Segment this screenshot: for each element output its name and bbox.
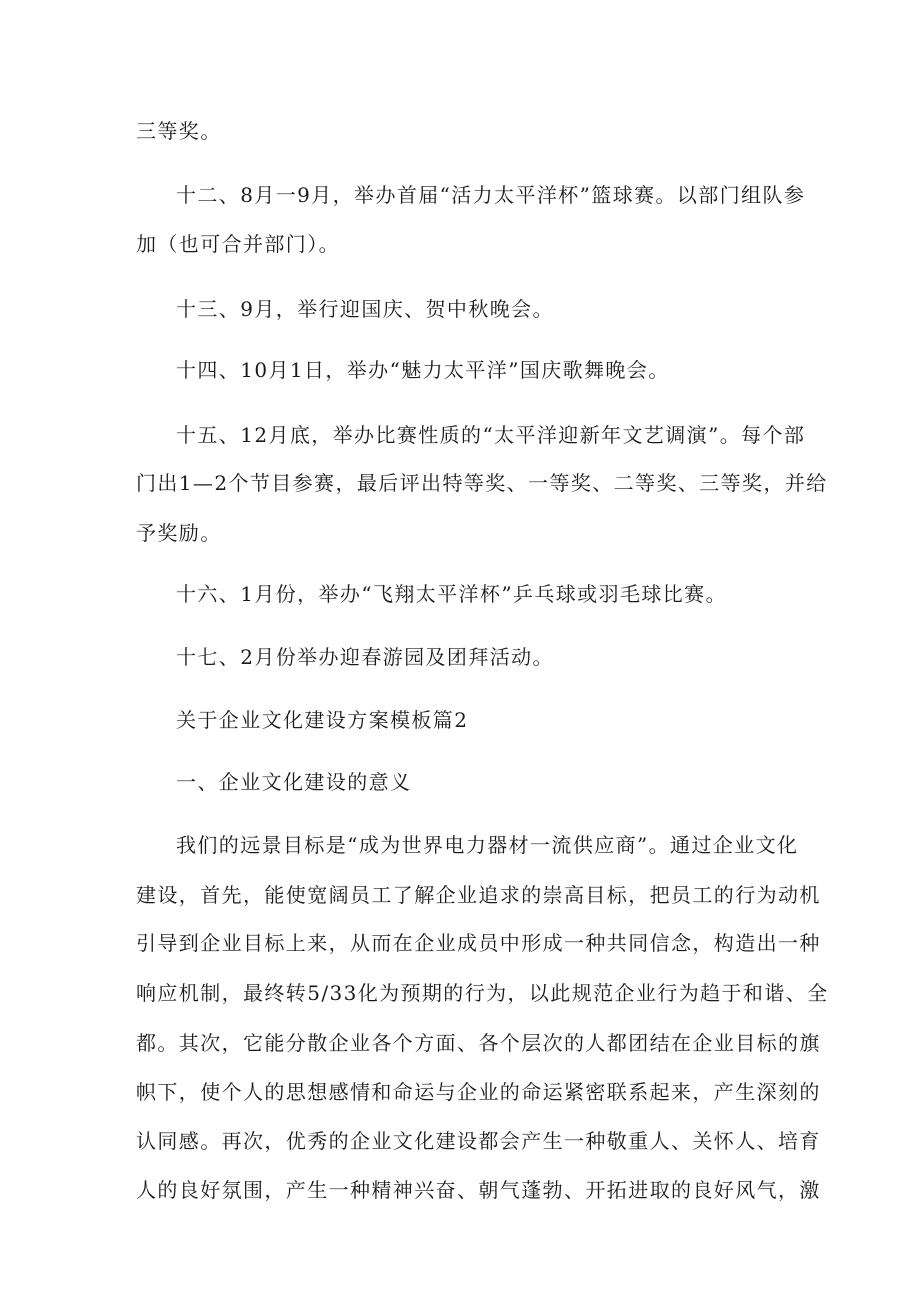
text-line: 十六、1月份，举办“飞翔太平洋杯”乒乓球或羽毛球比赛。 [176,582,727,606]
text-line: 门出1—2个节目参赛，最后评出特等奖、一等奖、二等奖、三等奖，并给 [136,471,828,495]
text-line: 十四、10月1日，举办“魅力太平洋”国庆歌舞晚会。 [176,358,670,382]
text-line: 建设，首先，能使宽阔员工了解企业追求的崇高目标，把员工的行为动机 [136,883,821,907]
text-line: 十七、2月份举办迎春游园及团拜活动。 [176,645,554,669]
section-heading: 关于企业文化建设方案模板篇2 [176,708,469,732]
text-line: 我们的远景目标是“成为世界电力器材一流供应商”。通过企业文化 [176,833,799,857]
text-line: 十五、12月底，举办比赛性质的“太平洋迎新年文艺调演”。每个部 [176,423,806,447]
text-line: 帜下，使个人的思想感情和命运与企业的命运紧密联系起来，产生深刻的 [136,1080,821,1104]
text-line: 十二、8月一9月，举办首届“活力太平洋杯”篮球赛。以部门组队参 [176,183,806,207]
text-line: 响应机制，最终转5/33化为预期的行为，以此规范企业行为趋于和谐、全 [136,981,829,1005]
text-line: 认同感。再次，优秀的企业文化建设都会产生一种敬重人、关怀人、培育 [136,1129,821,1153]
text-line: 十三、9月，举行迎国庆、贺中秋晚会。 [176,297,554,321]
text-line: 三等奖。 [136,119,222,143]
text-line: 人的良好氛围，产生一种精神兴奋、朝气蓬勃、开拓进取的良好风气，激 [136,1178,821,1202]
text-line: 予奖励。 [136,521,222,545]
subsection-heading: 一、企业文化建设的意义 [176,770,412,794]
text-line: 都。其次，它能分散企业各个方面、各个层次的人都团结在企业目标的旗 [136,1031,821,1055]
text-line: 加（也可合并部门）。 [136,232,340,256]
text-line: 引导到企业目标上来，从而在企业成员中形成一种共同信念，构造出一种 [136,931,821,955]
